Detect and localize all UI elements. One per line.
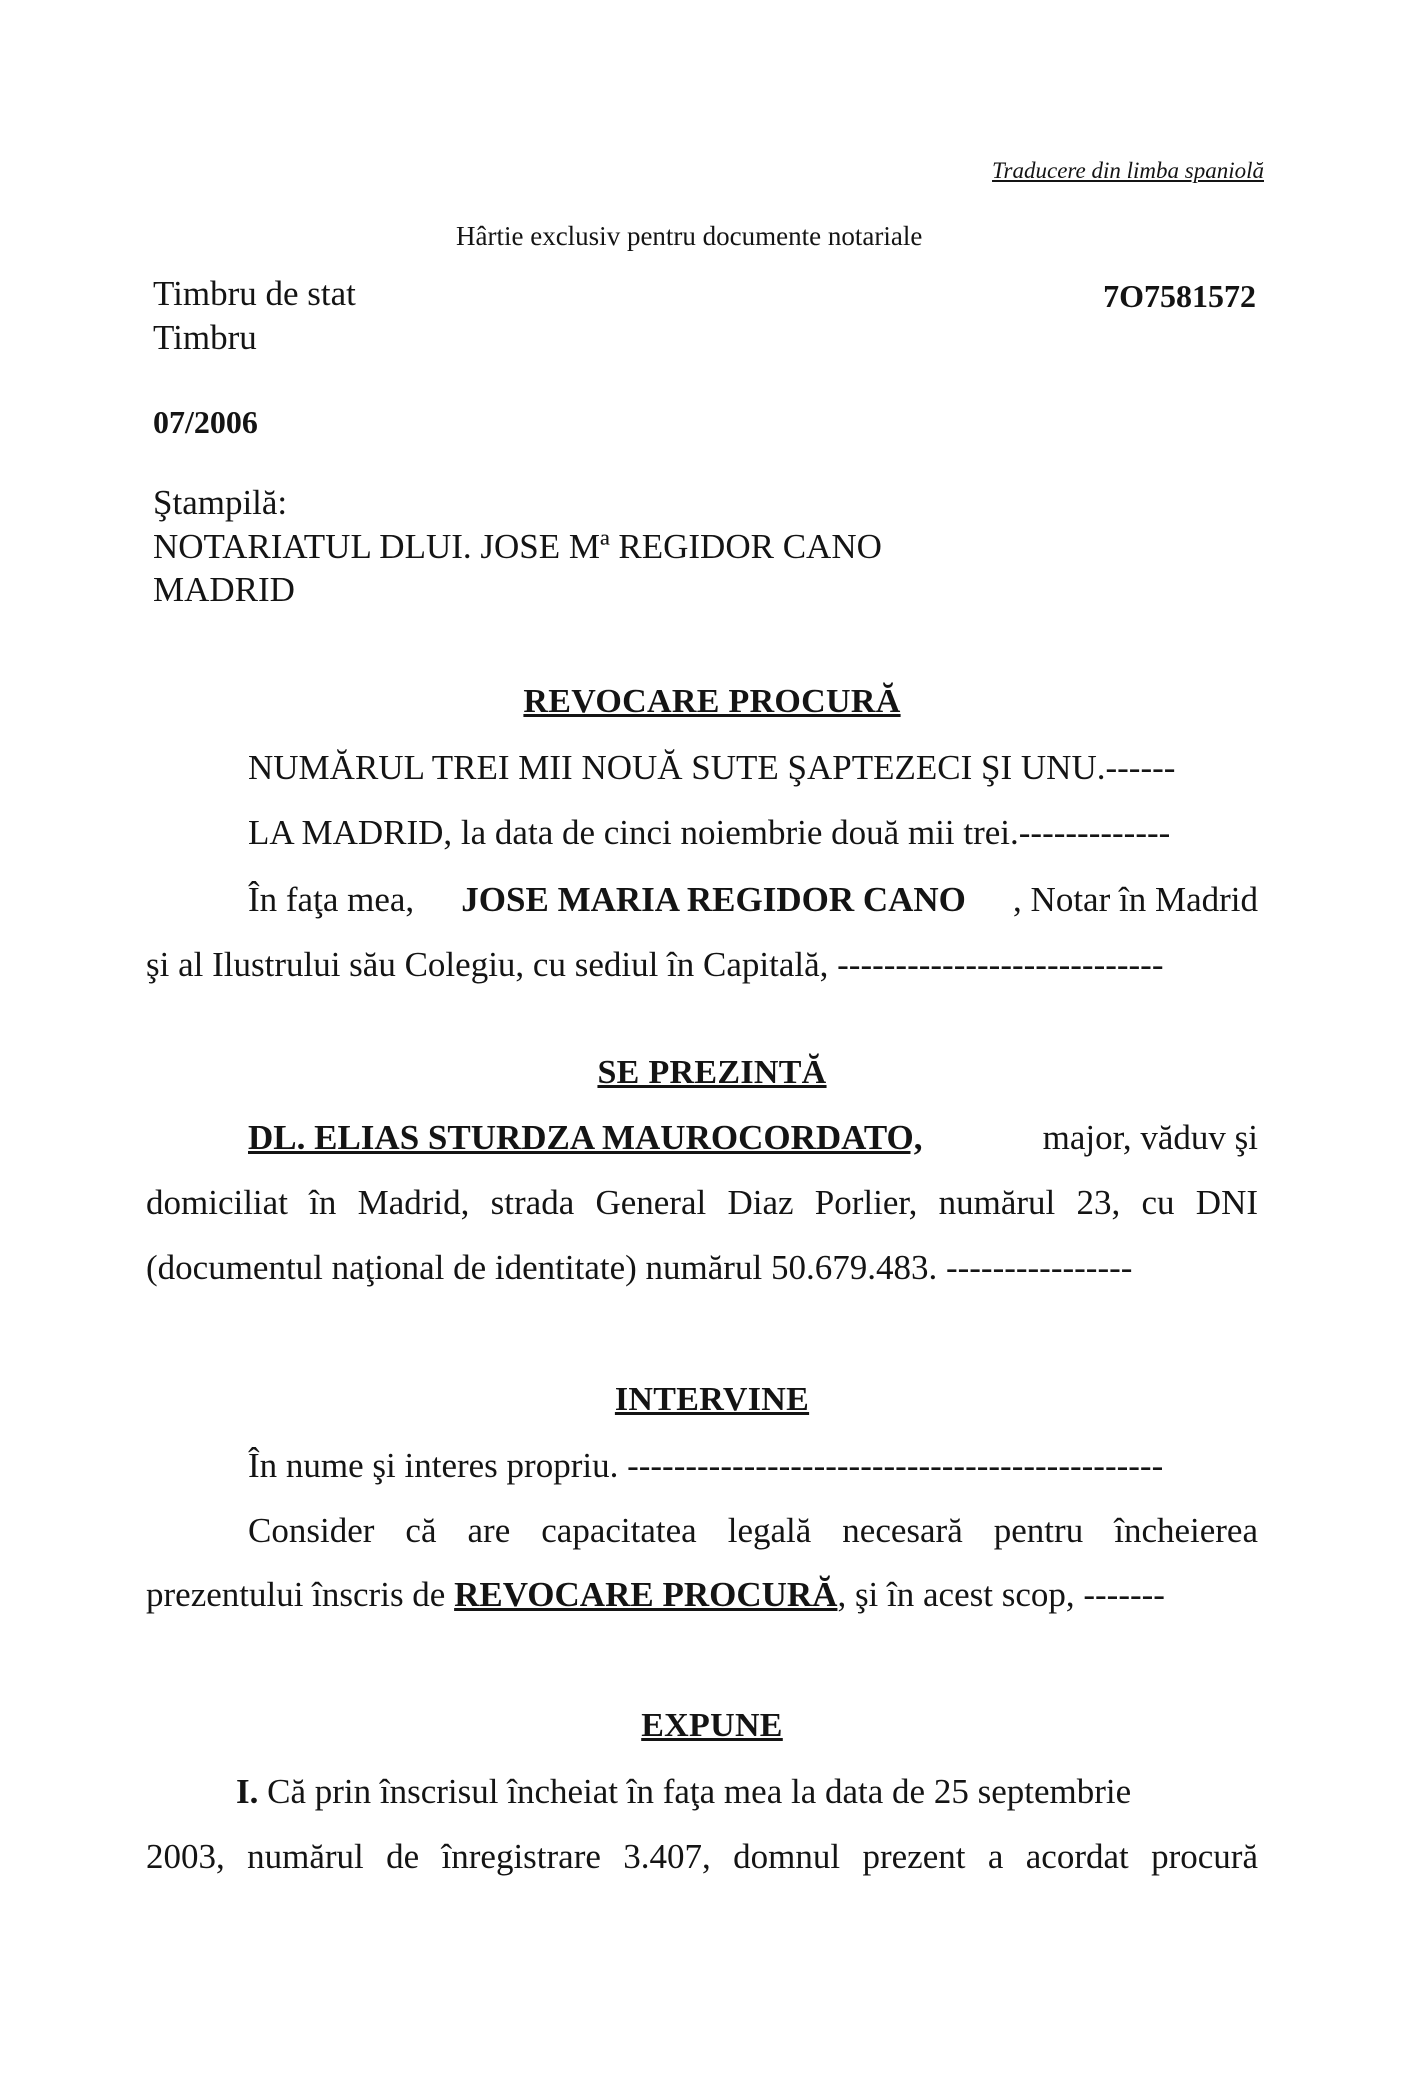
date-code: 07/2006 — [153, 404, 258, 440]
stamp-label: Timbru — [153, 318, 257, 357]
place-date-line: LA MADRID, la data de cinci noiembrie două mii trei.------------- — [248, 813, 1171, 852]
person-suffix: major, văduv şi — [1042, 1118, 1258, 1157]
item-line-1 — [236, 1772, 1258, 1812]
state-stamp-label: Timbru de stat — [153, 274, 356, 313]
own-interest-line: În nume şi interes propriu. ---------------------------------------------- — [248, 1446, 1164, 1485]
address-line: domiciliat în Madrid, strada General Diaz Porlier, numărul 23, cu DNI — [146, 1183, 1258, 1222]
item-number: I. — [236, 1772, 259, 1811]
paper-note: Hârtie exclusiv pentru documente notariale — [456, 221, 923, 251]
deed-prefix: prezentului înscris de — [146, 1575, 455, 1614]
person-name: DL. ELIAS STURDZA MAUROCORDATO, — [248, 1118, 923, 1157]
serial-number: 7O7581572 — [1103, 278, 1256, 314]
section-heading-intervenes: INTERVINE — [614, 1381, 810, 1418]
section-heading-states: EXPUNE — [641, 1707, 783, 1744]
notary-office-line: NOTARIATUL DLUI. JOSE Mª REGIDOR CANO — [153, 527, 882, 566]
section-heading-revocation: REVOCARE PROCURĂ — [523, 683, 901, 720]
capacity-line: Consider că are capacitatea legală necesară pentru încheierea — [248, 1511, 1258, 1550]
item-line-2: 2003, numărul de înregistrare 3.407, domnul prezent a acordat procură — [146, 1837, 1258, 1876]
college-line: şi al Ilustrului său Colegiu, cu sediul în Capitală, ---------------------------- — [146, 945, 1164, 984]
translation-note: Traducere din limba spaniolă — [992, 158, 1264, 183]
deed-line — [146, 1575, 1165, 1615]
deed-suffix: , şi în acest scop, ------- — [837, 1575, 1165, 1614]
item-text-1: Că prin înscrisul încheiat în faţa mea la data de 25 septembrie — [258, 1772, 1132, 1811]
notary-name: JOSE MARIA REGIDOR CANO — [461, 880, 966, 919]
section-heading-appears: SE PREZINTĂ — [597, 1054, 827, 1091]
notary-suffix: , Notar în Madrid — [1013, 880, 1258, 919]
person-line — [248, 1118, 1258, 1158]
notary-city-line: MADRID — [153, 570, 295, 609]
notary-line — [248, 880, 1258, 920]
notary-prefix: În faţa mea, — [248, 880, 415, 919]
id-line: (documentul naţional de identitate) numărul 50.679.483. ---------------- — [146, 1248, 1133, 1287]
deed-number-line: NUMĂRUL TREI MII NOUĂ SUTE ŞAPTEZECI ŞI UNU.------ — [248, 748, 1176, 787]
deed-name: REVOCARE PROCURĂ — [454, 1575, 838, 1614]
stamp-heading: Ştampilă: — [153, 483, 288, 522]
